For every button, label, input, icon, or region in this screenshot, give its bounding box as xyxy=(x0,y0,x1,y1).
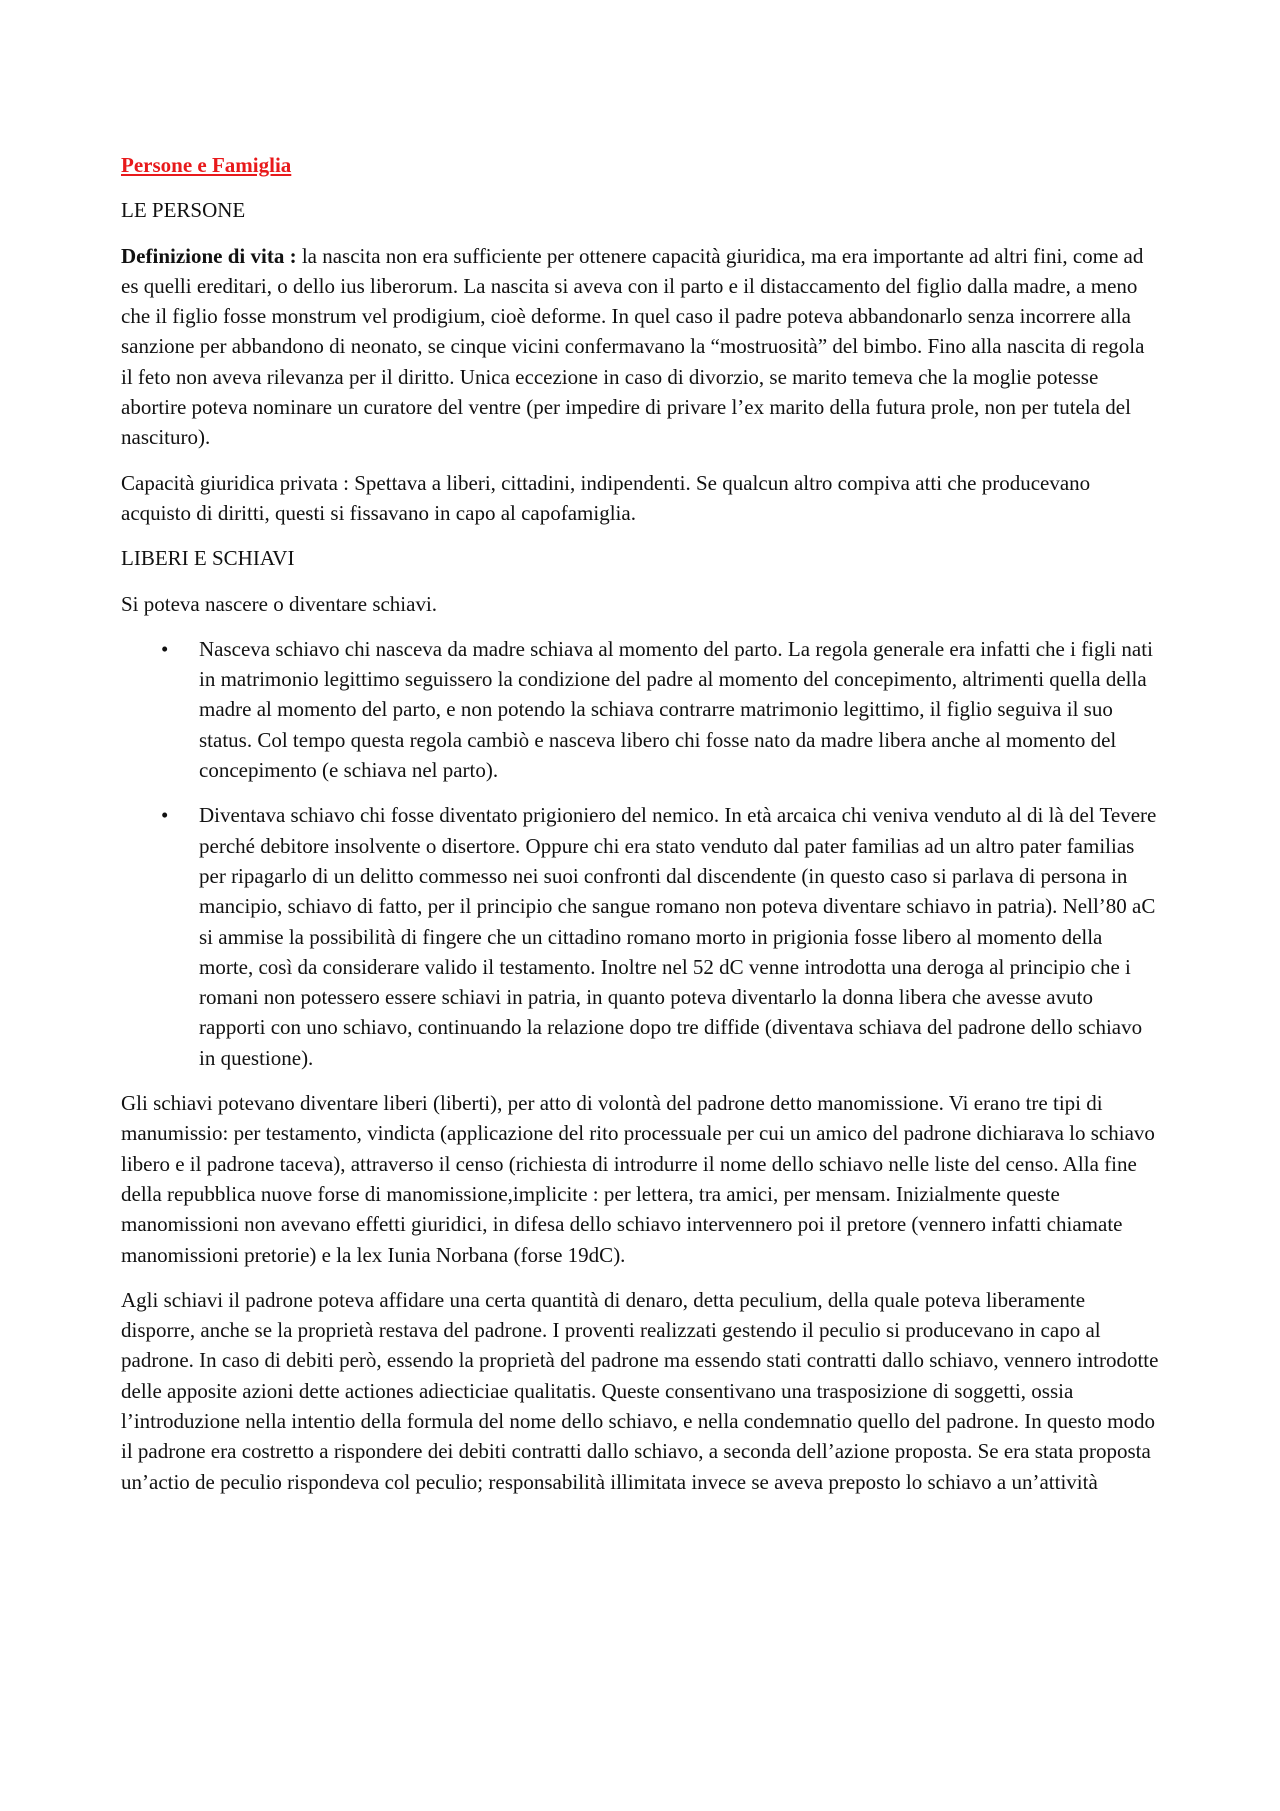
paragraph-peculio: Agli schiavi il padrone poteva affidare una certa quantità di denaro, detta peculium, della quale poteva liberamente disporre, anche se la proprietà restava del padrone. I proventi realizzati gestendo il peculio si producevano in capo al padrone. In caso di debiti però, essendo la proprietà del padrone ma essendo stati contratti dallo schiavo, vennero introdotte delle apposite azioni dette actiones adiecticiae qualitatis. Queste consentivano una trasposizione di soggetti, ossia l’introduzione nella intentio della formula del nome dello schiavo, e nella condemnatio quello del padrone. In questo modo il padrone era costretto a rispondere dei debiti contratti dallo schiavo, a seconda dell’azione proposta. Se era stata proposta un’actio de peculio rispondeva col peculio; responsabilità illimitata invece se aveva preposto lo schiavo a un’attività xyxy=(121,1287,1159,1494)
paragraph-intro: Si poteva nascere o diventare schiavi. xyxy=(121,591,438,616)
document-title: Persone e Famiglia xyxy=(121,153,292,177)
list-item-text: Nasceva schiavo chi nasceva da madre schiava al momento del parto. La regola generale era infatti che i figli nati in matrimonio legittimo seguissero la condizione del padre al momento del concepimento, altrimenti quella della madre al momento del parto, e non potendo la schiava contrarre matrimonio legittimo, il figlio seguiva il suo status. Col tempo questa regola cambiò e nasceva libero chi fosse nato da madre libera anche al momento del concepimento (e schiava nel parto). xyxy=(199,636,1153,783)
document-page xyxy=(121,150,1161,1512)
section-heading-le-persone: LE PERSONE xyxy=(121,198,246,223)
paragraph-capacita-giuridica: Capacità giuridica privata : Spettava a liberi, cittadini, indipendenti. Se qualcun altro compiva atti che producevano acquisto di diritti, questi si fissavano in capo al capofamiglia. xyxy=(121,470,1091,525)
bullet-list xyxy=(121,634,1161,1073)
paragraph-definizione-di-vita xyxy=(121,241,1161,453)
paragraph-text: la nascita non era sufficiente per ottenere capacità giuridica, ma era importante ad altri fini, come ad es quelli ereditari, o dello ius liberorum. La nascita si aveva con il parto e il distaccamento del figlio dalla madre, a meno che il figlio fosse monstrum vel prodigium, cioè deforme. In quel caso il padre poteva abbandonarlo senza incorrere alla sanzione per abbandono di neonato, se cinque vicini confermavano la “mostruosità” del bimbo. Fino alla nascita di regola il feto non aveva rilevanza per il diritto. Unica eccezione in caso di divorzio, se marito temeva che la moglie potesse abortire poteva nominare un curatore del ventre (per impedire di privare l’ex marito della futura prole, non per tutela del nascituro). xyxy=(121,243,1145,450)
paragraph-lead: Definizione di vita : xyxy=(121,243,297,268)
list-item xyxy=(121,800,1161,1073)
list-item xyxy=(121,634,1161,785)
bullet-icon: • xyxy=(161,803,169,828)
bullet-icon: • xyxy=(161,636,169,661)
section-heading-liberi-e-schiavi: LIBERI E SCHIAVI xyxy=(121,546,295,571)
paragraph-manomissione: Gli schiavi potevano diventare liberi (liberti), per atto di volontà del padrone detto manomissione. Vi erano tre tipi di manumissio: per testamento, vindicta (applicazione del rito processuale per cui un amico del padrone dichiarava lo schiavo libero e il padrone taceva), attraverso il censo (richiesta di introdurre il nome dello schiavo nelle liste del censo. Alla fine della repubblica nuove forse di manomissione,implicite : per lettera, tra amici, per mensam. Inizialmente queste manomissioni non avevano effetti giuridici, in difesa dello schiavo intervennero poi il pretore (vennero infatti chiamate manomissioni pretorie) e la lex Iunia Norbana (forse 19dC). xyxy=(121,1091,1155,1267)
list-item-text: Diventava schiavo chi fosse diventato prigioniero del nemico. In età arcaica chi veniva venduto al di là del Tevere perché debitore insolvente o disertore. Oppure chi era stato venduto dal pater familias ad un altro pater familias per ripagarlo di un delitto commesso nei suoi confronti dal discendente (in questo caso si parlava di persona in mancipio, schiavo di fatto, per il principio che sangue romano non poteva diventare schiavo in patria). Nell’80 aC si ammise la possibilità di fingere che un cittadino romano morto in prigionia fosse libero al momento della morte, così da considerare valido il testamento. Inoltre nel 52 dC venne introdotta una deroga al principio che i romani non potessero essere schiavi in patria, in quanto poteva diventarlo la donna libera che avesse avuto rapporti con uno schiavo, continuando la relazione dopo tre diffide (diventava schiava del padrone dello schiavo in questione). xyxy=(199,803,1157,1070)
